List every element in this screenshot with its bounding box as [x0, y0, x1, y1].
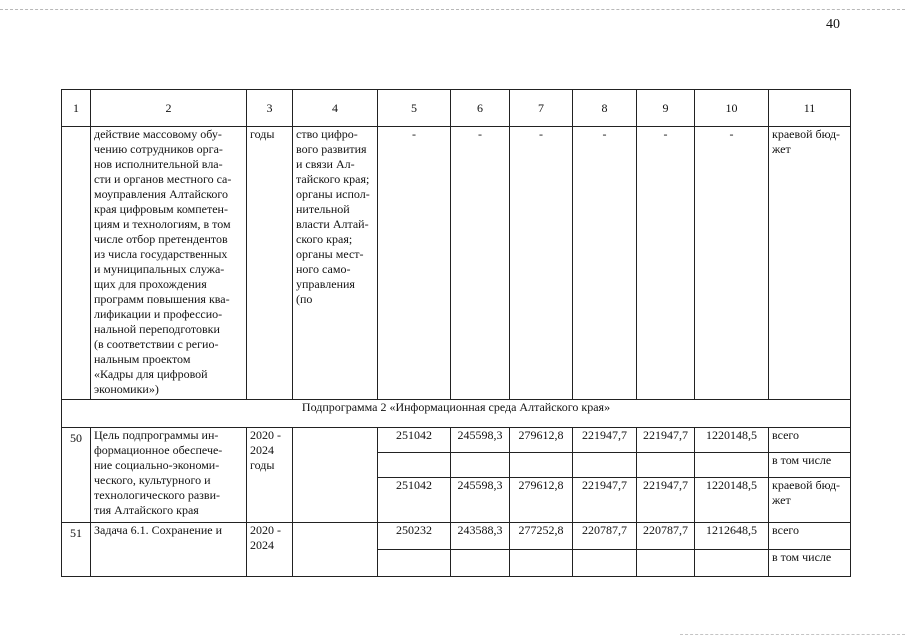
value-cell: 245598,3 — [451, 428, 510, 453]
column-numbers-row — [62, 90, 851, 127]
value-cell: - — [573, 127, 637, 400]
column-number: 10 — [695, 90, 769, 127]
value-cell: 251042 — [378, 478, 451, 523]
funding-source-cell: всего — [769, 523, 851, 550]
task-description: Задача 6.1. Сохранение и — [91, 523, 247, 577]
value-cell: 1220148,5 — [695, 478, 769, 523]
scan-edge-bottom — [680, 634, 905, 635]
value-cell: - — [378, 127, 451, 400]
column-number: 7 — [510, 90, 573, 127]
executor-cell: ство цифро- вого развития и связи Ал- тайского края; органы испол- нительной власти Алтай- ского края; органы мест- ного само- управления (по — [293, 127, 378, 400]
value-cell: 220787,7 — [573, 523, 637, 550]
subprogram-row — [62, 400, 851, 428]
column-number: 5 — [378, 90, 451, 127]
funding-source-cell: в том числе — [769, 550, 851, 577]
value-cell: - — [695, 127, 769, 400]
value-cell: - — [451, 127, 510, 400]
value-cell: 245598,3 — [451, 478, 510, 523]
column-number: 4 — [293, 90, 378, 127]
column-number: 9 — [637, 90, 695, 127]
value-cell — [695, 453, 769, 478]
funding-source-cell: всего — [769, 428, 851, 453]
value-cell: 221947,7 — [573, 478, 637, 523]
value-cell: - — [510, 127, 573, 400]
goal-description: Цель подпрограммы ин- формационное обеспече- ние социально-экономи- ческого, культурного и технологического разви- тия Алтайского края — [91, 428, 247, 523]
value-cell: 221947,7 — [637, 428, 695, 453]
value-cell: 277252,8 — [510, 523, 573, 550]
funding-source-cell: краевой бюд- жет — [769, 478, 851, 523]
value-cell: 250232 — [378, 523, 451, 550]
executor-cell — [293, 523, 378, 577]
column-number: 1 — [62, 90, 91, 127]
funding-source-cell: краевой бюд- жет — [769, 127, 851, 400]
value-cell: 221947,7 — [637, 478, 695, 523]
value-cell: 279612,8 — [510, 478, 573, 523]
row-number: 50 — [62, 428, 91, 523]
value-cell: 221947,7 — [573, 428, 637, 453]
column-number: 8 — [573, 90, 637, 127]
value-cell — [451, 550, 510, 577]
column-number: 6 — [451, 90, 510, 127]
page-number: 40 — [826, 17, 840, 32]
value-cell — [573, 453, 637, 478]
row-number-cell — [62, 127, 91, 400]
value-cell — [510, 453, 573, 478]
period-cell: годы — [247, 127, 293, 400]
value-cell: 1212648,5 — [695, 523, 769, 550]
value-cell: 243588,3 — [451, 523, 510, 550]
table-row-50 — [62, 428, 851, 453]
table-row-continuation — [62, 127, 851, 400]
table-row-51 — [62, 523, 851, 550]
value-cell — [637, 453, 695, 478]
value-cell: 251042 — [378, 428, 451, 453]
value-cell — [637, 550, 695, 577]
column-number: 2 — [91, 90, 247, 127]
value-cell: 220787,7 — [637, 523, 695, 550]
executor-cell — [293, 428, 378, 523]
value-cell — [573, 550, 637, 577]
period-cell: 2020 - 2024 годы — [247, 428, 293, 523]
value-cell — [378, 550, 451, 577]
row-number: 51 — [62, 523, 91, 577]
budget-table — [61, 89, 851, 577]
value-cell — [510, 550, 573, 577]
funding-source-cell: в том числе — [769, 453, 851, 478]
subprogram-title: Подпрограмма 2 «Информационная среда Алтайского края» — [62, 400, 851, 428]
value-cell — [378, 453, 451, 478]
period-cell: 2020 - 2024 — [247, 523, 293, 577]
value-cell: 1220148,5 — [695, 428, 769, 453]
column-number: 3 — [247, 90, 293, 127]
column-number: 11 — [769, 90, 851, 127]
value-cell: - — [637, 127, 695, 400]
scan-edge-top — [0, 9, 905, 10]
value-cell: 279612,8 — [510, 428, 573, 453]
value-cell — [451, 453, 510, 478]
value-cell — [695, 550, 769, 577]
measure-description: действие массовому обу- чению сотрудников орга- нов исполнительной вла- сти и органов местного са- моуправления Алтайского края цифровым компетен- циям и технологиям, в том числе отбор претендентов из числа государственных и муниципальных служа- щих для прохождения программ повышения ква- лификации и профессио- нальной переподготовки (в соответствии с регио- нальным проектом «Кадры для цифровой экономики») — [91, 127, 247, 400]
